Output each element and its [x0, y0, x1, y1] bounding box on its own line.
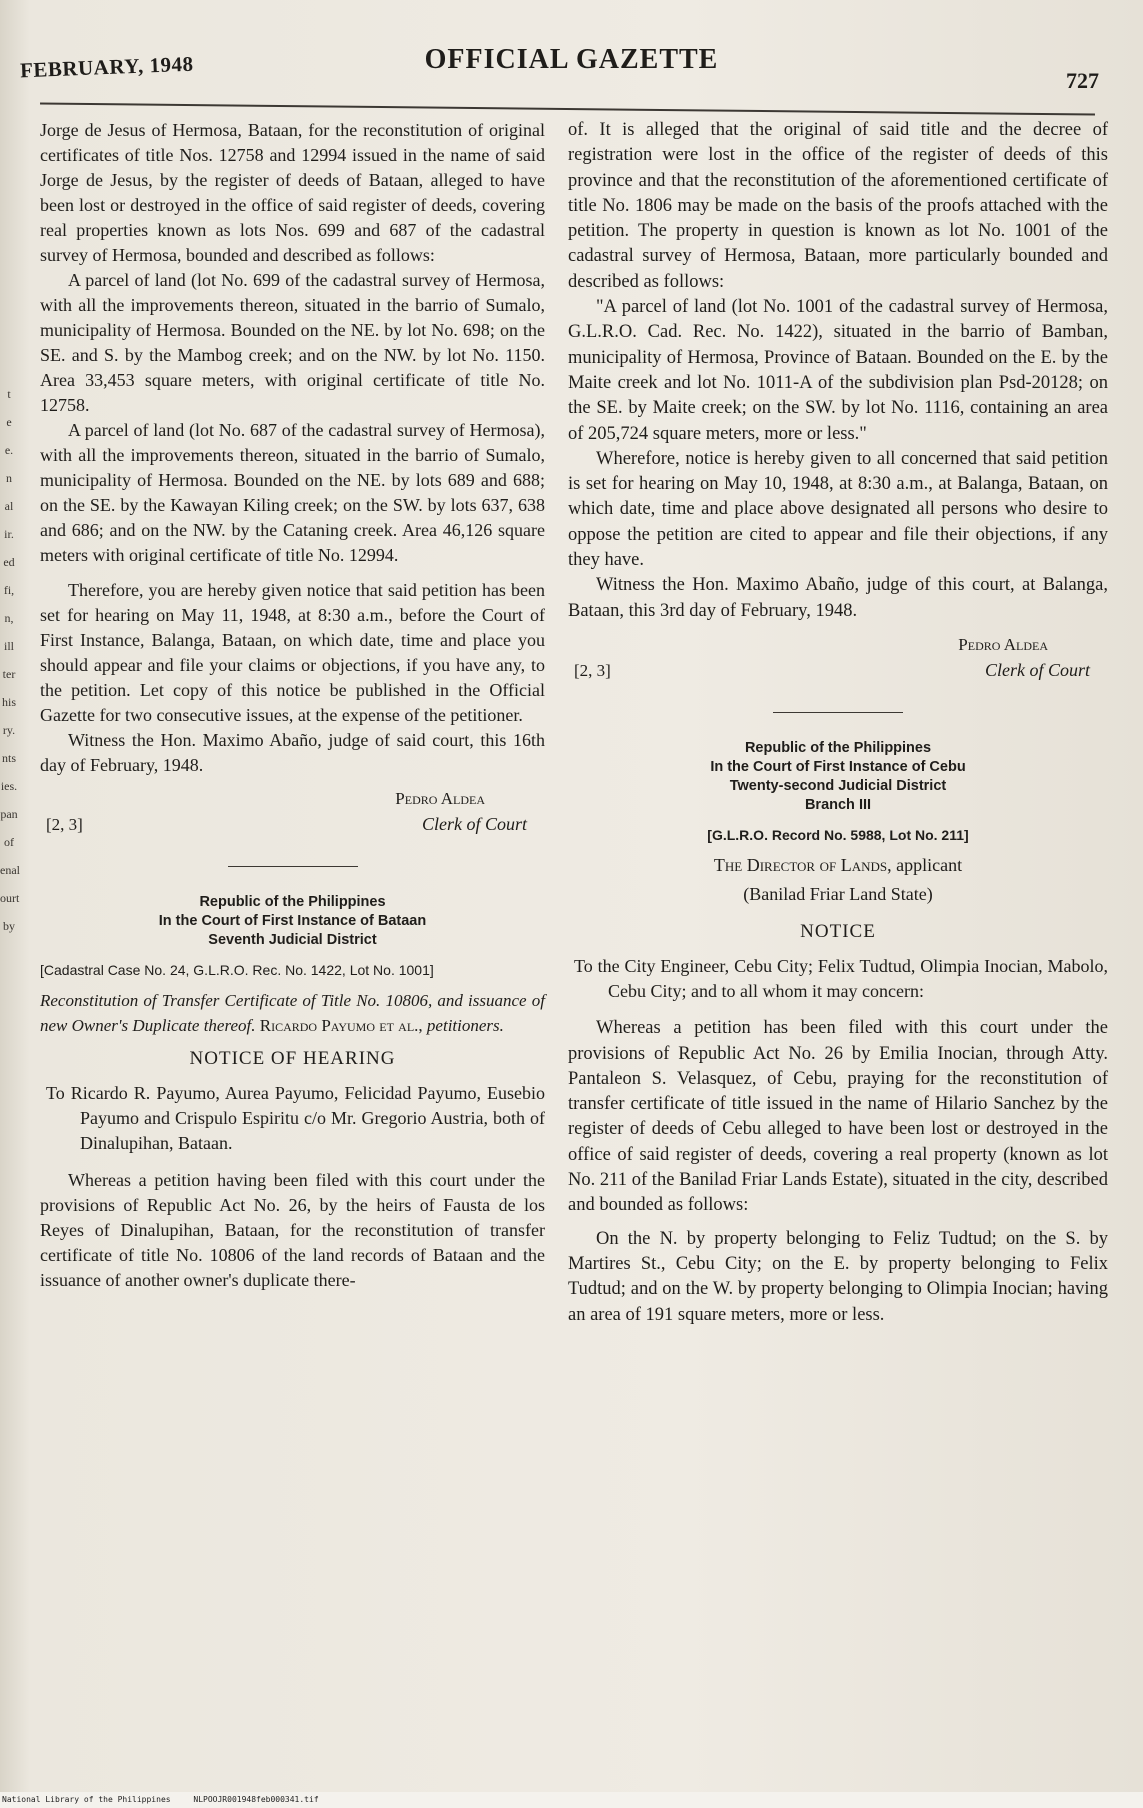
- applicant-role: applicant: [896, 854, 963, 875]
- notice-paragraph: "A parcel of land (lot No. 1001 of the cadastral survey of Hermosa, G.L.R.O. Cad. Rec. No. 1422), situated in the barrio of Bamban, municipality of Hermosa, Province of Bataan. Bounded on the E. by the Maite creek and lot No. 1011-A of the subdivision plan Psd-20128; on the SE. by Maite creek; on the SW. by lot No. 1116, containing an area of 205,724 square meters, more or less.": [568, 297, 1108, 444]
- notice-paragraph: Wherefore, notice is hereby given to all concerned that said petition is set for hearing on May 10, 1948, at 8:30 a.m., at Balanga, Bataan, on which date, time and place above designated all persons who desire to oppose the petition are cited to appear and file their objections, if any they have.: [568, 448, 1108, 571]
- footer-file: NLPOOJR001948feb000341.tif: [193, 1795, 319, 1804]
- case-caption: [40, 988, 545, 1038]
- issue-reference: [2, 3]: [46, 815, 83, 834]
- notice-address: To the City Engineer, Cebu City; Felix Tudtud, Olimpia Inocian, Mabolo, Cebu City; and to all whom it may concern:: [574, 956, 1108, 1002]
- notice-paragraph: On the N. by property belonging to Feliz Tudtud; on the S. by Martires St., Cebu City; on the E. by property belonging to Felix Tudtud; and on the W. by property belonging to Olimpia Inocian; having an area of 191 square meters, more or less.: [568, 1228, 1108, 1325]
- notice-address: To Ricardo R. Payumo, Aurea Payumo, Felicidad Payumo, Eusebio Payumo and Crispulo Espiritu c/o Mr. Gregorio Austria, both of Dinalupihan, Bataan.: [46, 1083, 545, 1153]
- court-line: In the Court of First Instance of Bataan: [158, 913, 427, 929]
- edge-fragment: ill: [3, 639, 14, 653]
- court-line: Twenty-second Judicial District: [729, 777, 947, 794]
- edge-fragment: e.: [4, 443, 14, 457]
- footer-library: National Library of the Philippines: [2, 1795, 171, 1804]
- page-number: 727: [1066, 68, 1099, 93]
- edge-fragment: his: [1, 695, 16, 709]
- scan-footer: [0, 1792, 1143, 1808]
- section-divider: [773, 712, 903, 713]
- notice-paragraph: Whereas a petition having been filed with this court under the provisions of Republic Act No. 26, by the heirs of Fausta de los Reyes of Dinalupihan, Bataan, for the reconstitution of transfer certificate of title No. 10806 of the land records of Bataan and the issuance of another owner's duplicate there-: [40, 1170, 545, 1290]
- edge-fragment: nts: [1, 751, 16, 765]
- header-rule: [40, 102, 1095, 115]
- notice-paragraph: Therefore, you are hereby given notice that said petition has been set for hearing on May 11, 1948, at 8:30 a.m., before the Court of First Instance, Balanga, Bataan, on which date, time and place you should appear and file your claims or objections, if you have any, to the petition. Let copy of this notice be published in the Official Gazette for two consecutive issues, at the expense of the petitioner.: [40, 580, 545, 725]
- notice-paragraph: of. It is alleged that the original of said title and the decree of registration were lost in the office of the register of deeds of this province and that the reconstitution of the aforementioned certificate of title No. 1806 may be made on the basis of the proofs attached with the petition. The property in question is known as lot No. 1001 of the cadastral survey of Hermosa, Bataan, more particularly bounded and described as follows:: [568, 120, 1108, 292]
- notice-paragraph: Witness the Hon. Maximo Abaño, judge of said court, this 16th day of February, 1948.: [40, 730, 545, 775]
- court-line: Republic of the Philippines: [199, 894, 386, 910]
- edge-fragment: n: [6, 471, 12, 485]
- edge-fragment: e: [6, 415, 12, 429]
- edge-fragment: n,: [4, 611, 14, 625]
- court-line: Seventh Judicial District: [208, 932, 377, 948]
- court-heading: [40, 893, 545, 950]
- signatory-name: Pedro Aldea: [395, 789, 485, 808]
- case-reference: [Cadastral Case No. 24, G.L.R.O. Rec. No. 1422, Lot No. 1001]: [40, 962, 434, 978]
- issue-date: FEBRUARY, 1948: [19, 51, 194, 83]
- court-line: In the Court of First Instance of Cebu: [710, 758, 966, 775]
- notice-heading: NOTICE OF HEARING: [189, 1048, 396, 1069]
- applicant-name: The Director of Lands,: [713, 854, 892, 875]
- edge-fragment: al: [4, 499, 14, 513]
- publication-title: OFFICIAL GAZETTE: [424, 44, 719, 75]
- applicant-line: [568, 853, 1108, 878]
- adjacent-page-edge: [0, 380, 18, 940]
- notice-paragraph: Jorge de Jesus of Hermosa, Bataan, for the reconstitution of original certificates of title Nos. 12758 and 12994 issued in the name of said Jorge de Jesus, by the register of deeds of Bataan, alleged to have been lost or destroyed in the office of said register of deeds, covering real properties known as lots Nos. 699 and 687 of the cadastral survey of Hermosa, bounded and described as follows:: [40, 120, 545, 265]
- caption-role: petitioners.: [426, 1016, 504, 1035]
- applicant-estate: (Banilad Friar Land State): [743, 883, 933, 904]
- edge-fragment: ourt: [0, 891, 20, 905]
- court-heading: [568, 739, 1108, 815]
- signature-block: [568, 632, 1108, 690]
- edge-fragment: by: [3, 919, 15, 933]
- caption-title: Reconstitution of Transfer Certificate of Title No. 10806, and issuance of new Owner's Duplicate thereof.: [40, 991, 545, 1035]
- signatory-name: Pedro Aldea: [958, 634, 1048, 654]
- case-reference: [G.L.R.O. Record No. 5988, Lot No. 211]: [707, 826, 969, 843]
- court-line: Republic of the Philippines: [744, 739, 932, 756]
- signature-block: [40, 786, 545, 844]
- edge-fragment: ry.: [2, 723, 16, 737]
- caption-parties: Ricardo Payumo et al.,: [259, 1016, 423, 1035]
- edge-fragment: ies.: [0, 779, 18, 793]
- edge-fragment: ter: [2, 667, 16, 681]
- notice-paragraph: A parcel of land (lot No. 699 of the cadastral survey of Hermosa, with all the improvements thereon, situated in the barrio of Sumalo, municipality of Hermosa. Bounded on the NE. by lot No. 698; on the SE. and S. by the Mambog creek; and on the NW. by lot No. 1150. Area 33,453 square meters, with original certificate of title No. 12758.: [40, 270, 545, 415]
- right-column: [568, 118, 1108, 1328]
- left-column: [40, 118, 545, 1293]
- edge-fragment: pan: [0, 807, 18, 821]
- edge-fragment: t: [7, 387, 11, 401]
- signatory-title: Clerk of Court: [421, 814, 527, 834]
- signatory-title: Clerk of Court: [984, 659, 1090, 680]
- notice-heading: NOTICE: [800, 920, 876, 942]
- notice-paragraph: Witness the Hon. Maximo Abaño, judge of this court, at Balanga, Bataan, this 3rd day of February, 1948.: [568, 575, 1108, 621]
- edge-fragment: ed: [3, 555, 15, 569]
- edge-fragment: of: [4, 835, 14, 849]
- issue-reference: [2, 3]: [574, 660, 611, 680]
- edge-fragment: fi,: [3, 583, 15, 597]
- court-line: Branch III: [804, 796, 872, 813]
- section-divider: [228, 866, 358, 867]
- notice-paragraph: A parcel of land (lot No. 687 of the cadastral survey of Hermosa), with all the improvements thereon, situated in the barrio of Sumalo, municipality of Hermosa. Bounded on the NE. by lots 689 and 688; on the SE. by the Kawayan Kiling creek; on the SW. by lots 637, 638 and 686; and on the NW. by the Cataning creek. Area 46,126 square meters with original certificate of title No. 12994.: [40, 420, 545, 565]
- edge-fragment: enal: [0, 863, 20, 877]
- edge-fragment: ir.: [4, 527, 14, 541]
- notice-paragraph: Whereas a petition has been filed with this court under the provisions of Republic Act No. 26 by Emilia Inocian, through Atty. Pantaleon S. Velasquez, of Cebu, praying for the reconstitution of transfer certificate of title issued in the name of Hilario Sanchez by the register of deeds of Cebu alleged to have been lost or destroyed in the office of said register of deeds, covering a real property (known as lot No. 211 of the Banilad Friar Lands Estate), situated in the city, described and bounded as follows:: [568, 1018, 1108, 1216]
